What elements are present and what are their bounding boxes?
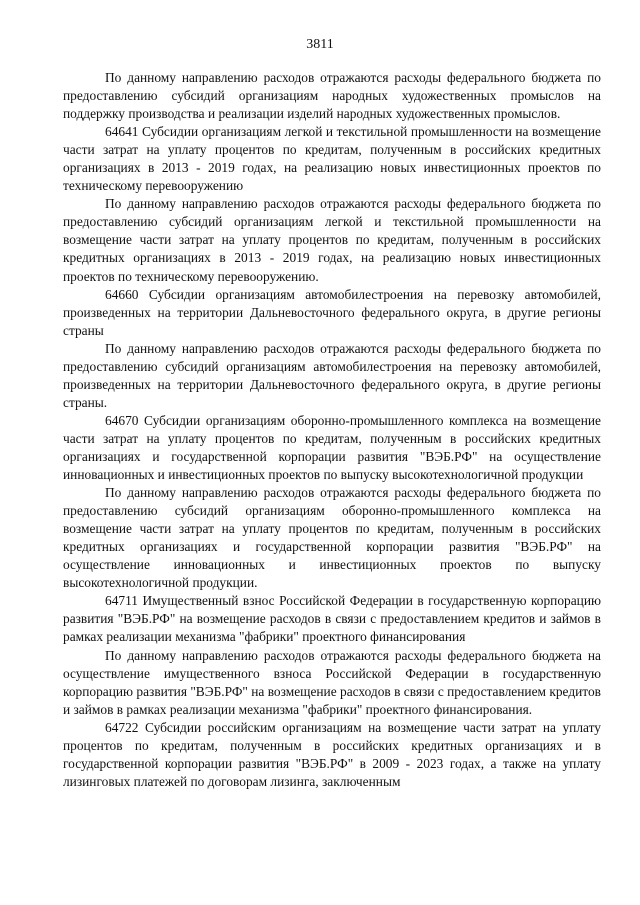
paragraph-2: 64641 Субсидии организациям легкой и текстильной промышленности на возмещение части затрат на уплату процентов по кредитам, полученным в российских кредитных организациях в 2013 - 2019 годах, на реализацию новых инвестиционных проектов по техническому перевооружению — [63, 124, 601, 194]
paragraph-6: 64670 Субсидии организациям оборонно-промышленного комплекса на возмещение части затрат на уплату процентов по кредитам, полученным в российских кредитных организациях и государственной корпорации развития "ВЭБ.РФ" на осуществление инновационных и инвестиционных проектов по выпуску высокотехнологичной продукции — [63, 412, 601, 483]
paragraph-8: 64711 Имущественный взнос Российской Федерации в государственную корпорацию развития "ВЭБ.РФ" на возмещение расходов в связи с предоставлением кредитов и займов в рамках реализации механизма "фабрики" проектного финансирования — [63, 593, 601, 645]
paragraph-9: По данному направлению расходов отражаются расходы федерального бюджета на осуществление имущественного взноса Российской Федерации в государственную корпорацию развития "ВЭБ.РФ" на возмещение расходов в связи с предоставлением кредитов и займов в рамках реализации механизма "фабрики" проектного финансирования. — [63, 647, 601, 717]
paragraph-10: 64722 Субсидии российским организациям на возмещение части затрат на уплату процентов по кредитам, полученным в российских кредитных организациях и в государственной корпорации развития "ВЭБ.РФ" в 2009 - 2023 годах, а также на уплату лизинговых платежей по договорам лизинга, заключенным — [63, 719, 601, 789]
page-number: 3811 — [306, 37, 334, 52]
paragraph-5: По данному направлению расходов отражаются расходы федерального бюджета по предоставлению субсидий организациям автомобилестроения на перевозку автомобилей, произведенных на территории Дальневосточного федерального округа, в другие регионы страны. — [63, 340, 601, 410]
paragraph-3: По данному направлению расходов отражаются расходы федерального бюджета по предоставлению субсидий организациям легкой и текстильной промышленности на возмещение части затрат на уплату процентов по кредитам, полученным в российских кредитных организациях в 2013 - 2019 годах, на реализацию новых инвестиционных проектов по техническому перевооружению. — [63, 196, 601, 284]
document-body — [63, 69, 601, 791]
paragraph-4: 64660 Субсидии организациям автомобилестроения на перевозку автомобилей, произведенных на территории Дальневосточного федерального округа, в другие регионы страны — [63, 286, 601, 338]
paragraph-7: По данному направлению расходов отражаются расходы федерального бюджета по предоставлению субсидий организациям оборонно-промышленного комплекса на возмещение части затрат на уплату процентов по кредитам, полученным в российских кредитных организациях и государственной корпорации развития "ВЭБ.РФ" на осуществление инновационных и инвестиционных проектов по выпуску высокотехнологичной продукции. — [63, 485, 601, 591]
paragraph-1: По данному направлению расходов отражаются расходы федерального бюджета по предоставлению субсидий организациям народных художественных промыслов на поддержку производства и реализации изделий народных художественных промыслов. — [63, 70, 601, 122]
